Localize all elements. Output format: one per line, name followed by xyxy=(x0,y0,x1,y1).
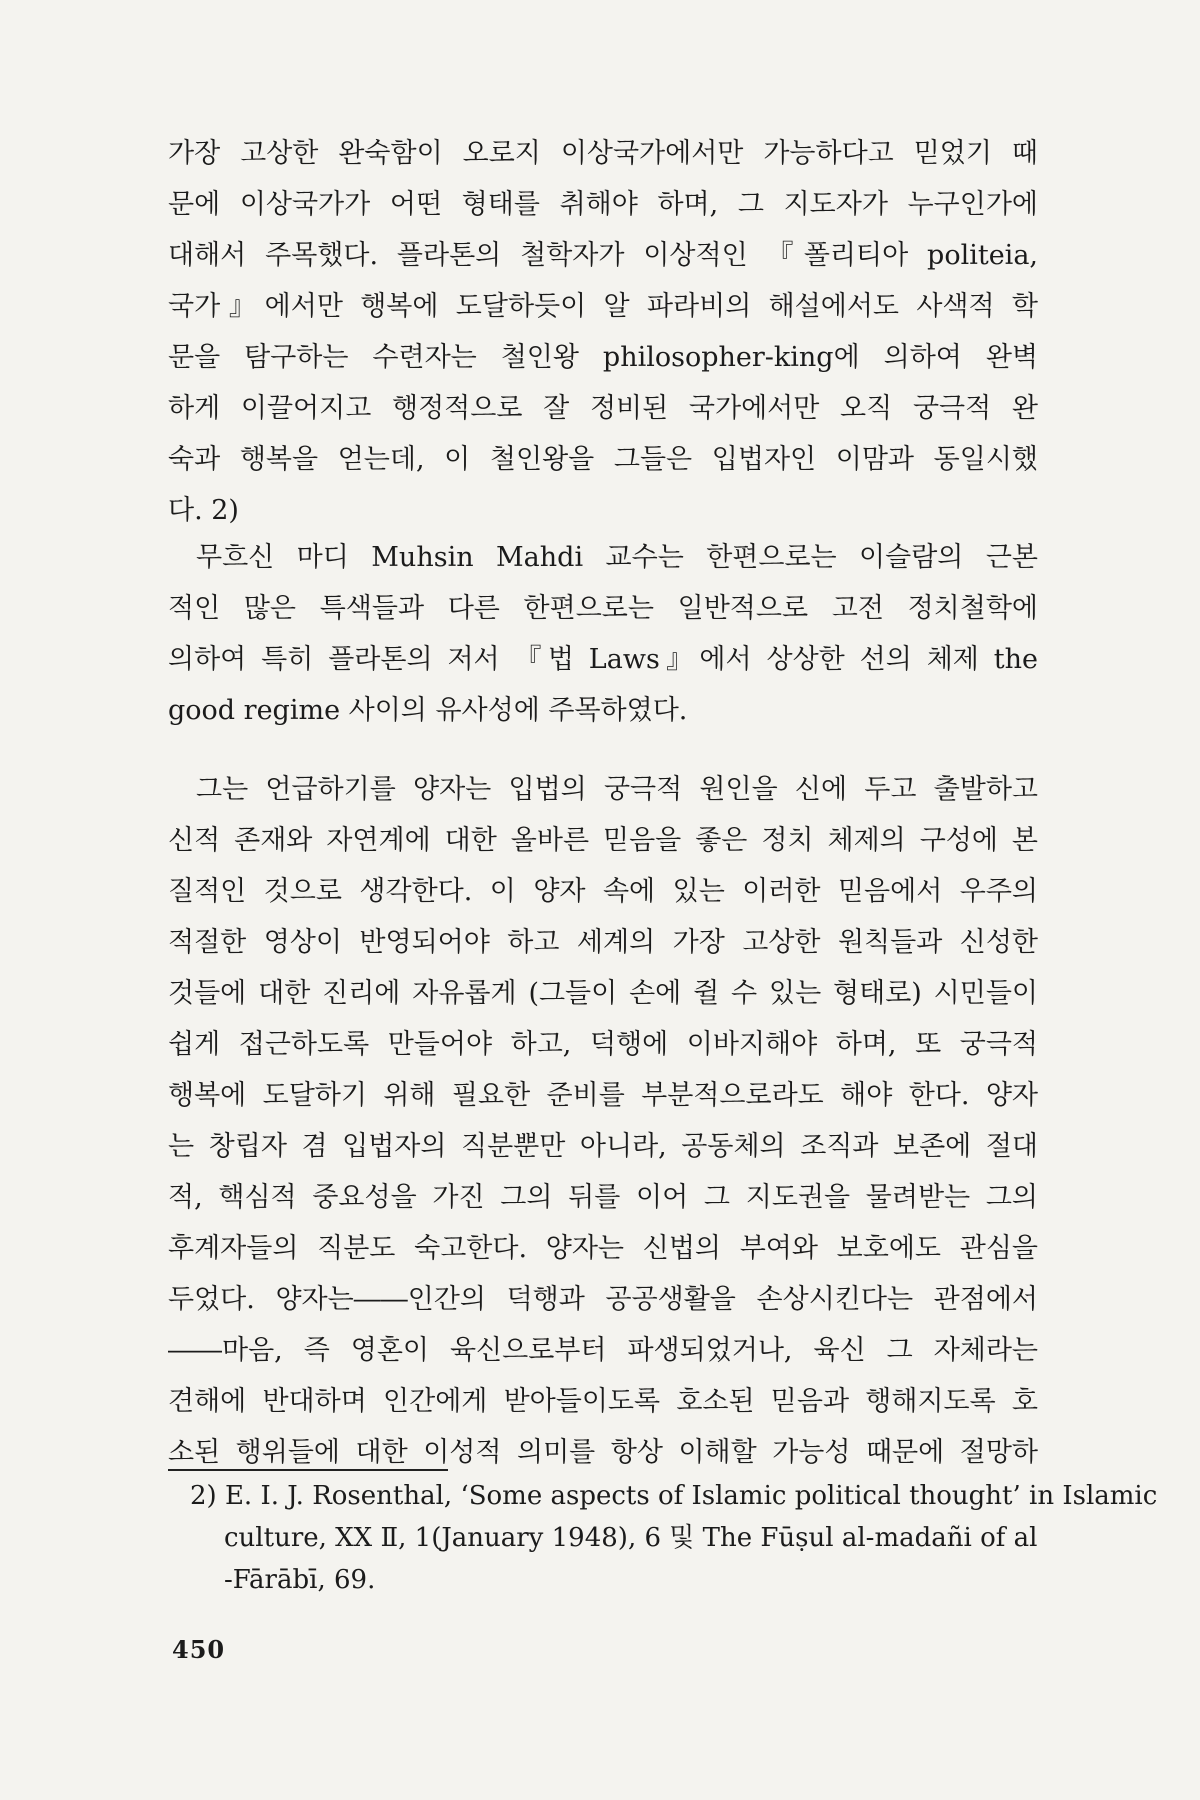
text-line: 그는 언급하기를 양자는 입법의 궁극적 원인을 신에 두고 출발하고 xyxy=(196,774,1038,805)
text-line: 하게 이끌어지고 행정적으로 잘 정비된 국가에서만 오직 궁극적 완 xyxy=(168,393,1038,424)
footnote-line: 2) E. I. J. Rosenthal, ‘Some aspects of Islamic political thought’ in Islamic xyxy=(190,1481,1158,1511)
footnote xyxy=(190,1475,1158,1601)
footnote-line: culture, XX Ⅱ, 1(January 1948), 6 및 The Fūṣul al-madañi of al xyxy=(224,1523,1038,1553)
text-line: 문에 이상국가가 어떤 형태를 취해야 하며, 그 지도자가 누구인가에 xyxy=(168,189,1038,220)
text-line: 적인 많은 특색들과 다른 한편으로는 일반적으로 고전 정치철학에 xyxy=(168,593,1038,624)
text-line: 국가』에서만 행복에 도달하듯이 알 파라비의 해설에서도 사색적 학 xyxy=(168,291,1038,322)
paragraph-2 xyxy=(168,532,1038,736)
text-line: 두었다. 양자는――인간의 덕행과 공공생활을 손상시킨다는 관점에서 xyxy=(168,1284,1038,1315)
text-line: 는 창립자 겸 입법자의 직분뿐만 아니라, 공동체의 조직과 보존에 절대 xyxy=(168,1131,1038,1162)
block-quote-paragraph xyxy=(168,764,1038,1478)
text-line: 적절한 영상이 반영되어야 하고 세계의 가장 고상한 원칙들과 신성한 xyxy=(168,927,1038,958)
text-line: 행복에 도달하기 위해 필요한 준비를 부분적으로라도 해야 한다. 양자 xyxy=(168,1080,1038,1111)
text-line: 숙과 행복을 얻는데, 이 철인왕을 그들은 입법자인 이맘과 동일시했 xyxy=(168,444,1038,475)
paragraph-1 xyxy=(168,128,1038,536)
text-line: 견해에 반대하며 인간에게 받아들이도록 호소된 믿음과 행해지도록 호 xyxy=(168,1386,1038,1417)
text-line: 후계자들의 직분도 숙고한다. 양자는 신법의 부여와 보호에도 관심을 xyxy=(168,1233,1038,1264)
text-line: 대해서 주목했다. 플라톤의 철학자가 이상적인 『폴리티아 politeia, xyxy=(168,240,1038,271)
text-line: 문을 탐구하는 수련자는 철인왕 philosopher-king에 의하여 완벽 xyxy=(168,342,1038,373)
text-line: 적, 핵심적 중요성을 가진 그의 뒤를 이어 그 지도권을 물려받는 그의 xyxy=(168,1182,1038,1213)
text-line: good regime 사이의 유사성에 주목하였다. xyxy=(168,695,688,726)
text-line: 신적 존재와 자연계에 대한 올바른 믿음을 좋은 정치 체제의 구성에 본 xyxy=(168,825,1038,856)
text-line-footnote-ref: 다. 2) xyxy=(168,495,239,526)
text-line: 것들에 대한 진리에 자유롭게 (그들이 손에 쥘 수 있는 형태로) 시민들이 xyxy=(168,978,1038,1009)
text-line: 의하여 특히 플라톤의 저서 『법 Laws』에서 상상한 선의 체제 the xyxy=(168,644,1038,675)
text-line: 가장 고상한 완숙함이 오로지 이상국가에서만 가능하다고 믿었기 때 xyxy=(168,138,1038,169)
text-line: 무흐신 마디 Muhsin Mahdi 교수는 한편으로는 이슬람의 근본 xyxy=(196,542,1038,573)
page-number: 450 xyxy=(172,1635,226,1664)
text-line: 쉽게 접근하도록 만들어야 하고, 덕행에 이바지해야 하며, 또 궁극적 xyxy=(168,1029,1038,1060)
text-line: 소된 행위들에 대한 이성적 의미를 항상 이해할 가능성 때문에 절망하 xyxy=(168,1437,1038,1468)
text-line: ――마음, 즉 영혼이 육신으로부터 파생되었거나, 육신 그 자체라는 xyxy=(168,1335,1038,1366)
text-line: 질적인 것으로 생각한다. 이 양자 속에 있는 이러한 믿음에서 우주의 xyxy=(168,876,1038,907)
footnote-divider xyxy=(168,1469,448,1471)
footnote-line: -Fārābī, 69. xyxy=(224,1565,376,1595)
